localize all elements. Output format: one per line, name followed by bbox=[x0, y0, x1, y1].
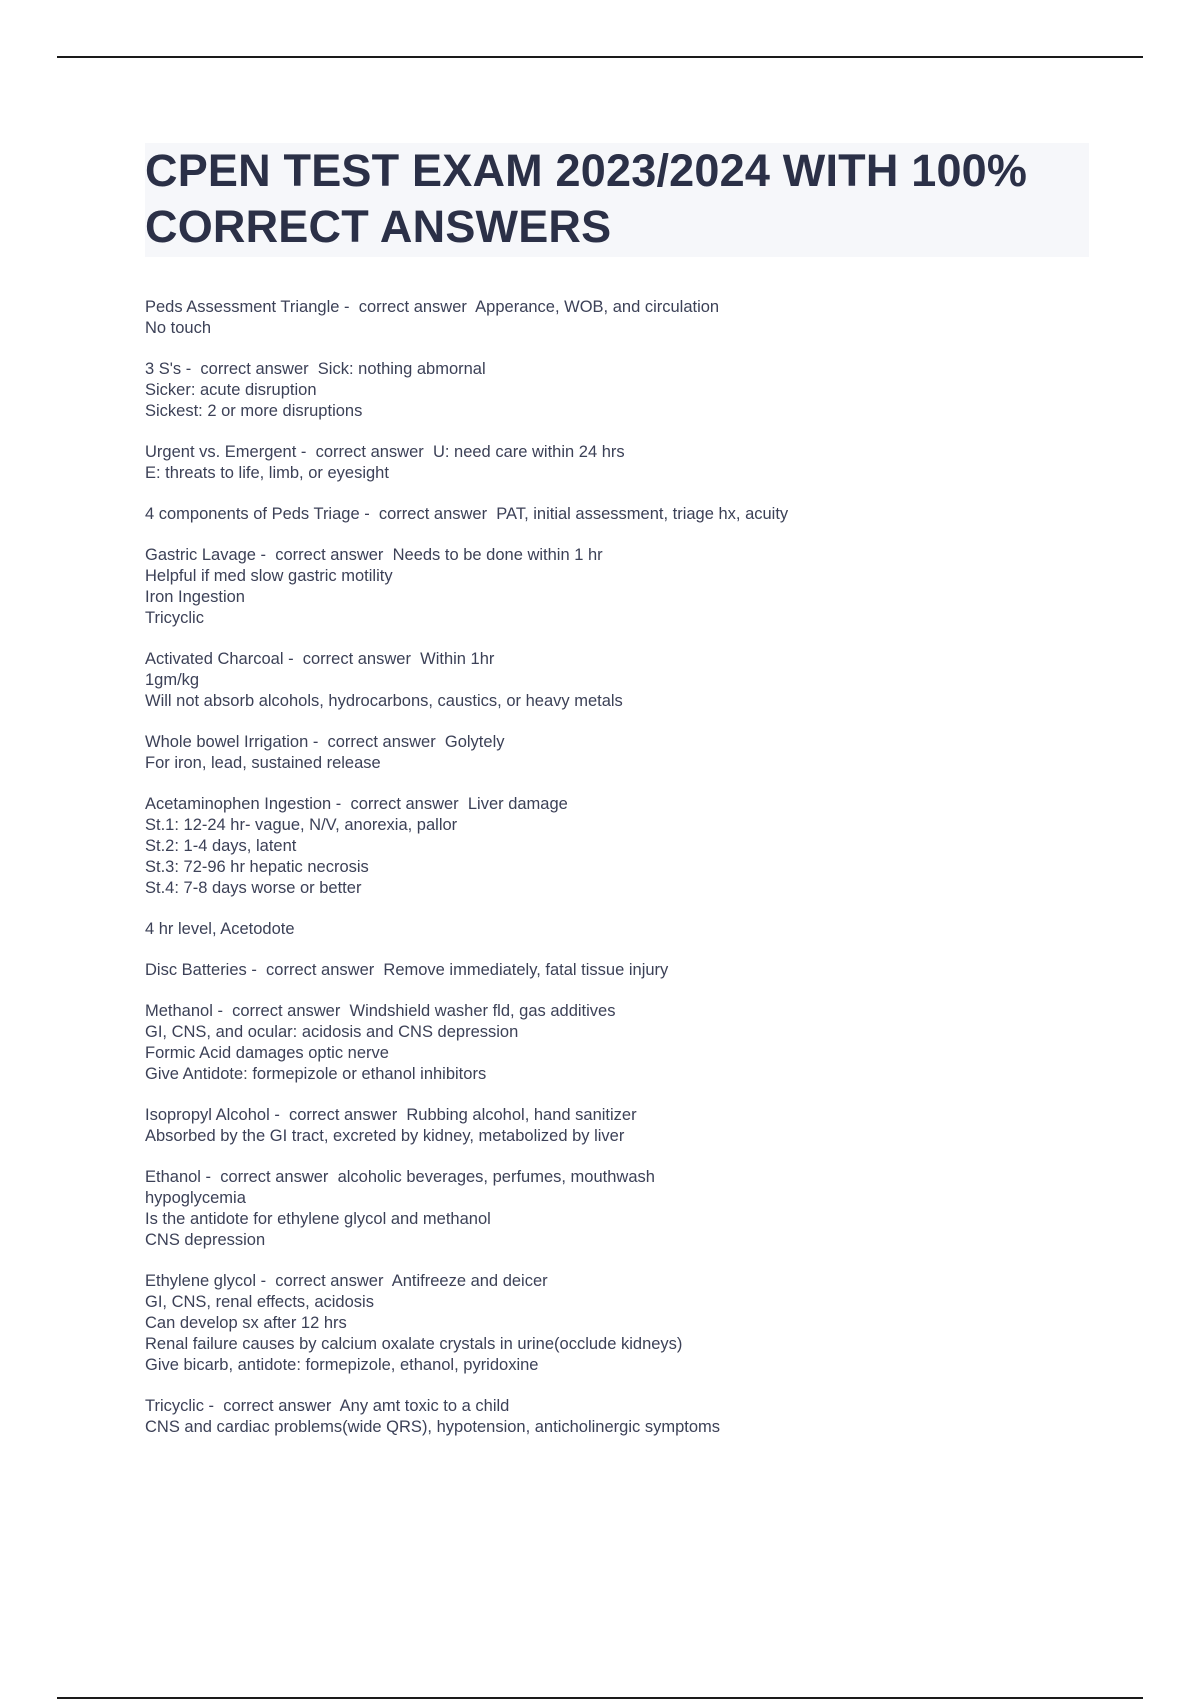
qa-entry bbox=[145, 442, 1105, 484]
qa-answer: Any amt toxic to a child bbox=[336, 1397, 510, 1415]
correct-answer-label: correct answer bbox=[195, 360, 314, 378]
qa-term: Ethanol - bbox=[145, 1168, 216, 1186]
correct-answer-label: correct answer bbox=[322, 733, 441, 751]
qa-answer-line: Will not absorb alcohols, hydrocarbons, caustics, or heavy metals bbox=[145, 692, 623, 710]
correct-answer-label: correct answer bbox=[374, 505, 492, 523]
qa-term: Ethylene glycol - bbox=[145, 1272, 271, 1290]
correct-answer-label: correct answer bbox=[215, 1168, 333, 1186]
qa-term: Methanol - bbox=[145, 1002, 228, 1020]
qa-answer: Antifreeze and deicer bbox=[388, 1272, 548, 1290]
qa-term: Isopropyl Alcohol - bbox=[145, 1106, 285, 1124]
qa-entry bbox=[145, 960, 1105, 981]
qa-answer-line: E: threats to life, limb, or eyesight bbox=[145, 464, 389, 482]
qa-answer: Golytely bbox=[440, 733, 505, 751]
qa-term: Acetaminophen Ingestion - bbox=[145, 795, 346, 813]
qa-answer-line: Is the antidote for ethylene glycol and methanol bbox=[145, 1210, 491, 1228]
qa-question-line bbox=[145, 1105, 1105, 1126]
qa-list bbox=[145, 297, 1105, 1458]
qa-answer-line: No touch bbox=[145, 319, 212, 337]
qa-answer: PAT, initial assessment, triage hx, acuity bbox=[491, 505, 789, 523]
qa-answer: Needs to be done within 1 hr bbox=[388, 546, 603, 564]
qa-entry bbox=[145, 1271, 1105, 1376]
qa-question-line bbox=[145, 649, 1105, 670]
qa-entry bbox=[145, 794, 1105, 899]
qa-answer-line: Give Antidote: formepizole or ethanol inhibitors bbox=[145, 1065, 487, 1083]
qa-entry bbox=[145, 297, 1105, 339]
qa-question-line bbox=[145, 504, 1105, 525]
qa-entry bbox=[145, 1105, 1105, 1147]
qa-term: Tricyclic - bbox=[145, 1397, 219, 1415]
qa-term: Disc Batteries - bbox=[145, 961, 262, 979]
qa-answer-line: GI, CNS, renal effects, acidosis bbox=[145, 1293, 374, 1311]
qa-answer-line: Iron Ingestion bbox=[145, 588, 245, 606]
qa-answer-line: GI, CNS, and ocular: acidosis and CNS depression bbox=[145, 1023, 519, 1041]
qa-answer: Within 1hr bbox=[415, 650, 495, 668]
qa-answer-line: Renal failure causes by calcium oxalate crystals in urine(occlude kidneys) bbox=[145, 1335, 683, 1353]
qa-question-line bbox=[145, 1001, 1105, 1022]
qa-question-line bbox=[145, 1167, 1105, 1188]
qa-answer: Windshield washer fld, gas additives bbox=[344, 1002, 616, 1020]
qa-answer: alcoholic beverages, perfumes, mouthwash bbox=[333, 1168, 655, 1186]
qa-question-line bbox=[145, 359, 1105, 380]
qa-question-line bbox=[145, 960, 1105, 981]
qa-answer-line: 1gm/kg bbox=[145, 671, 200, 689]
qa-answer-line: Tricyclic bbox=[145, 609, 204, 627]
qa-term: 3 S's - bbox=[145, 360, 196, 378]
qa-question-line bbox=[145, 297, 1105, 318]
qa-entry bbox=[145, 732, 1105, 774]
qa-answer-line: Can develop sx after 12 hrs bbox=[145, 1314, 347, 1332]
correct-answer-label: correct answer bbox=[227, 1002, 345, 1020]
qa-answer: Apperance, WOB, and circulation bbox=[471, 298, 720, 316]
correct-answer-label: correct answer bbox=[261, 961, 379, 979]
qa-entry bbox=[145, 545, 1105, 629]
qa-answer-line: St.2: 1-4 days, latent bbox=[145, 837, 297, 855]
qa-entry bbox=[145, 359, 1105, 422]
qa-term: Activated Charcoal - bbox=[145, 650, 299, 668]
qa-question-line bbox=[145, 1396, 1105, 1417]
qa-question-line bbox=[145, 794, 1105, 815]
qa-term: Gastric Lavage - bbox=[145, 546, 271, 564]
correct-answer-label: correct answer bbox=[270, 546, 389, 564]
qa-answer: Sick: nothing abmornal bbox=[313, 360, 486, 378]
qa-answer-line: St.4: 7-8 days worse or better bbox=[145, 879, 362, 897]
bottom-rule bbox=[57, 1697, 1143, 1699]
qa-entry bbox=[145, 919, 1105, 940]
qa-answer-line: hypoglycemia bbox=[145, 1189, 246, 1207]
qa-answer: U: need care within 24 hrs bbox=[428, 443, 625, 461]
qa-answer-line: 4 hr level, Acetodote bbox=[145, 920, 295, 938]
qa-question-line bbox=[145, 1271, 1105, 1292]
qa-question-line bbox=[145, 545, 1105, 566]
correct-answer-label: correct answer bbox=[354, 298, 472, 316]
correct-answer-label: correct answer bbox=[345, 795, 464, 813]
qa-answer: Remove immediately, fatal tissue injury bbox=[378, 961, 669, 979]
qa-answer-line: Sickest: 2 or more disruptions bbox=[145, 402, 363, 420]
qa-term: 4 components of Peds Triage - bbox=[145, 505, 375, 523]
title-block bbox=[145, 143, 1089, 257]
qa-answer-line: CNS and cardiac problems(wide QRS), hypotension, anticholinergic symptoms bbox=[145, 1418, 720, 1436]
qa-answer-line: Give bicarb, antidote: formepizole, ethanol, pyridoxine bbox=[145, 1356, 539, 1374]
qa-question-line bbox=[145, 732, 1105, 753]
qa-answer-line: St.1: 12-24 hr- vague, N/V, anorexia, pallor bbox=[145, 816, 458, 834]
qa-entry bbox=[145, 504, 1105, 525]
correct-answer-label: correct answer bbox=[218, 1397, 336, 1415]
qa-answer: Liver damage bbox=[463, 795, 568, 813]
correct-answer-label: correct answer bbox=[298, 650, 416, 668]
qa-entry bbox=[145, 1167, 1105, 1251]
qa-answer-line: Sicker: acute disruption bbox=[145, 381, 317, 399]
qa-question-line bbox=[145, 442, 1105, 463]
qa-answer-line: Absorbed by the GI tract, excreted by kidney, metabolized by liver bbox=[145, 1127, 625, 1145]
page-title: CPEN TEST EXAM 2023/2024 WITH 100% CORRECT ANSWERS bbox=[145, 145, 1028, 252]
qa-answer-line: CNS depression bbox=[145, 1231, 266, 1249]
qa-entry bbox=[145, 649, 1105, 712]
qa-term: Peds Assessment Triangle - bbox=[145, 298, 355, 316]
correct-answer-label: correct answer bbox=[310, 443, 429, 461]
correct-answer-label: correct answer bbox=[270, 1272, 389, 1290]
qa-answer-line: Formic Acid damages optic nerve bbox=[145, 1044, 389, 1062]
qa-answer: Rubbing alcohol, hand sanitizer bbox=[401, 1106, 637, 1124]
top-rule bbox=[57, 56, 1143, 58]
qa-answer-line: For iron, lead, sustained release bbox=[145, 754, 381, 772]
qa-answer-line: St.3: 72-96 hr hepatic necrosis bbox=[145, 858, 369, 876]
qa-term: Urgent vs. Emergent - bbox=[145, 443, 311, 461]
correct-answer-label: correct answer bbox=[284, 1106, 402, 1124]
qa-entry bbox=[145, 1001, 1105, 1085]
qa-answer-line: Helpful if med slow gastric motility bbox=[145, 567, 393, 585]
qa-entry bbox=[145, 1396, 1105, 1438]
qa-term: Whole bowel Irrigation - bbox=[145, 733, 323, 751]
